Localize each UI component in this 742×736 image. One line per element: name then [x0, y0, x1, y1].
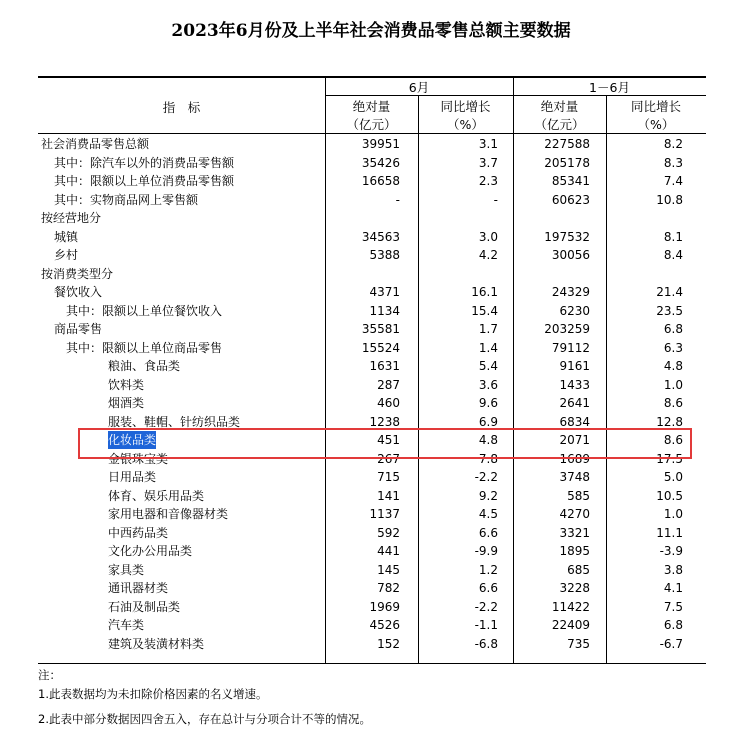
note-line-2: 2.此表中部分数据因四舍五入，存在总计与分项合计不等的情况。	[38, 712, 371, 726]
indicator-header: 指 标	[162, 100, 201, 115]
june-yoy-cell: 4.8	[478, 433, 498, 447]
june-yoy-cell: 1.2	[478, 562, 498, 577]
h1-abs-cell: 60623	[551, 192, 590, 207]
june-yoy-cell: 2.3	[478, 174, 498, 188]
h1-abs-cell: 3228	[559, 581, 590, 595]
column-divider-june	[418, 95, 419, 663]
column-divider-group	[513, 76, 514, 663]
h1-abs-cell: 22409	[551, 618, 590, 632]
june-abs-cell: 1137	[369, 507, 400, 521]
june-abs-header: 绝对量 （亿元）	[346, 99, 397, 132]
h1-yoy-cell: 8.6	[663, 433, 683, 447]
h1-yoy-cell: 8.1	[663, 229, 683, 244]
h1-yoy-header: 同比增长 （%）	[630, 99, 681, 132]
june-yoy-cell: 3.7	[478, 155, 498, 170]
june-group-header: 6月	[408, 80, 430, 95]
h1-abs-cell: 1433	[559, 377, 590, 392]
h1-abs-cell: 4270	[559, 507, 590, 521]
h1-abs-cell: 685	[567, 562, 590, 577]
row-label: 其中：限额以上单位商品零售	[66, 340, 223, 355]
h1-yoy-cell: 21.4	[656, 285, 683, 299]
h1-yoy-cell: 8.2	[663, 137, 683, 151]
h1-abs-cell: 197532	[544, 229, 590, 244]
h1-yoy-cell: 1.0	[663, 377, 683, 392]
h1-abs-cell: 6230	[559, 303, 590, 318]
h1-yoy-cell: 4.1	[663, 581, 683, 595]
june-yoy-cell: 4.5	[478, 507, 498, 521]
june-abs-cell: 145	[377, 562, 400, 577]
row-label: 家用电器和音像器材类	[108, 507, 229, 521]
june-abs-cell: 441	[377, 544, 400, 558]
h1-yoy-cell: 7.5	[663, 599, 683, 614]
h1-abs-cell: 85341	[551, 174, 590, 188]
june-abs-cell: 35426	[361, 155, 400, 170]
h1-yoy-cell: 23.5	[656, 303, 683, 318]
row-label: 其中：限额以上单位餐饮收入	[66, 303, 223, 318]
h1-yoy-cell: 6.3	[663, 340, 683, 355]
h1-yoy-cell: -3.9	[659, 544, 683, 558]
june-abs-cell: 4526	[369, 618, 400, 632]
june-abs-cell: 782	[377, 581, 400, 595]
row-label: 中西药品类	[108, 525, 169, 540]
june-yoy-cell: 7.8	[478, 451, 498, 466]
note-line-1: 1.此表数据均为未扣除价格因素的名义增速。	[38, 687, 268, 701]
row-label: 金银珠宝类	[108, 451, 169, 466]
page-title: 2023年6月份及上半年社会消费品零售总额主要数据	[171, 21, 571, 41]
june-yoy-cell: -	[493, 192, 498, 207]
june-abs-cell: 460	[377, 396, 400, 410]
h1-yoy-cell: 7.4	[663, 174, 683, 188]
table-bottom-rule	[38, 663, 706, 664]
row-label: 其中：限额以上单位消费品零售额	[54, 174, 235, 188]
row-label: 城镇	[54, 229, 79, 244]
june-abs-cell: 39951	[361, 137, 400, 151]
june-abs-cell: 451	[377, 433, 400, 447]
row-label: 通讯器材类	[108, 581, 169, 595]
notes-label: 注：	[38, 668, 61, 682]
june-abs-cell: 287	[377, 377, 400, 392]
h1-abs-cell: 9161	[559, 359, 590, 373]
june-yoy-cell: 16.1	[471, 285, 498, 299]
june-abs-cell: 1631	[369, 359, 400, 373]
h1-yoy-cell: 5.0	[663, 470, 683, 484]
row-label: 服装、鞋帽、针纺织品类	[108, 414, 241, 429]
june-abs-cell: 15524	[361, 340, 400, 355]
row-label: 饮料类	[108, 377, 145, 392]
june-yoy-cell: -1.1	[474, 618, 498, 632]
june-yoy-cell: 1.4	[478, 340, 498, 355]
h1-yoy-cell: -6.7	[659, 636, 683, 651]
june-abs-cell: 4371	[369, 285, 400, 299]
h1-abs-cell: 30056	[551, 248, 590, 262]
h1-yoy-cell: 11.1	[656, 525, 683, 540]
row-label: 按消费类型分	[41, 266, 114, 281]
h1-abs-cell: 24329	[551, 285, 590, 299]
h1-abs-cell: 205178	[544, 155, 590, 170]
row-label: 粮油、食品类	[108, 359, 181, 373]
june-yoy-cell: 1.7	[478, 322, 498, 336]
row-label: 其中：除汽车以外的消费品零售额	[54, 155, 235, 170]
h1-abs-cell: 227588	[544, 137, 590, 151]
row-label: 体育、娱乐用品类	[108, 488, 205, 503]
june-abs-cell: 35581	[361, 322, 400, 336]
june-yoy-cell: 9.6	[478, 396, 498, 410]
june-yoy-cell: 15.4	[471, 303, 498, 318]
june-yoy-cell: 6.9	[478, 414, 498, 429]
june-yoy-cell: 4.2	[478, 248, 498, 262]
h1-yoy-cell: 4.8	[663, 359, 683, 373]
h1-yoy-cell: 6.8	[663, 322, 683, 336]
h1-abs-cell: 79112	[551, 340, 590, 355]
june-abs-cell: 5388	[369, 248, 400, 262]
h1-yoy-cell: 8.4	[663, 248, 683, 262]
june-yoy-cell: 3.0	[478, 229, 498, 244]
june-abs-cell: 141	[377, 488, 400, 503]
june-abs-cell: 152	[377, 636, 400, 651]
h1-yoy-cell: 12.8	[656, 414, 683, 429]
h1-abs-header: 绝对量 （亿元）	[534, 99, 585, 132]
h1-abs-cell: 11422	[551, 599, 590, 614]
h1-abs-cell: 2641	[559, 396, 590, 410]
h1-abs-cell: 1895	[559, 544, 590, 558]
row-label: 文化办公用品类	[108, 544, 193, 558]
h1-abs-cell: 3321	[559, 525, 590, 540]
row-label: 汽车类	[108, 618, 145, 632]
june-abs-cell: 592	[377, 525, 400, 540]
june-yoy-cell: 3.6	[478, 377, 498, 392]
h1-yoy-cell: 3.8	[663, 562, 683, 577]
h1-yoy-cell: 6.8	[663, 618, 683, 632]
h1-yoy-cell: 1.0	[663, 507, 683, 521]
row-label: 家具类	[108, 562, 145, 577]
june-yoy-cell: -2.2	[474, 599, 498, 614]
highlight-box	[78, 428, 692, 459]
row-label: 日用品类	[108, 470, 157, 484]
june-abs-cell: 715	[377, 470, 400, 484]
june-abs-cell: 1238	[369, 414, 400, 429]
june-abs-cell: -	[395, 192, 400, 207]
h1-yoy-cell: 17.5	[656, 451, 683, 466]
h1-abs-cell: 203259	[544, 322, 590, 336]
june-yoy-cell: 9.2	[478, 488, 498, 503]
june-yoy-cell: 3.1	[478, 137, 498, 151]
column-divider-label	[325, 76, 326, 663]
june-yoy-cell: 6.6	[478, 525, 498, 540]
row-label: 石油及制品类	[108, 599, 181, 614]
june-yoy-cell: -6.8	[474, 636, 498, 651]
row-label: 社会消费品零售总额	[41, 137, 150, 151]
june-yoy-cell: -9.9	[474, 544, 498, 558]
h1-abs-cell: 1689	[559, 451, 590, 466]
row-label: 商品零售	[54, 322, 103, 336]
june-abs-cell: 16658	[361, 174, 400, 188]
row-label: 化妆品类	[108, 433, 157, 447]
june-yoy-cell: 5.4	[478, 359, 498, 373]
column-divider-h1	[606, 95, 607, 663]
row-label: 乡村	[54, 248, 79, 262]
h1-yoy-cell: 8.6	[663, 396, 683, 410]
row-label: 烟酒类	[108, 396, 145, 410]
row-label: 按经营地分	[41, 211, 102, 225]
june-yoy-cell: -2.2	[474, 470, 498, 484]
june-abs-cell: 34563	[361, 229, 400, 244]
h1-yoy-cell: 10.5	[656, 488, 683, 503]
h1-abs-cell: 585	[567, 488, 590, 503]
h1-abs-cell: 2071	[559, 433, 590, 447]
june-abs-cell: 1969	[369, 599, 400, 614]
row-label: 餐饮收入	[54, 285, 103, 299]
june-abs-cell: 267	[377, 451, 400, 466]
h1-abs-cell: 6834	[559, 414, 590, 429]
june-yoy-header: 同比增长 （%）	[440, 99, 491, 132]
h1-abs-cell: 3748	[559, 470, 590, 484]
h1-group-header: 1－6月	[589, 80, 630, 95]
h1-abs-cell: 735	[567, 636, 590, 651]
row-label: 建筑及装潢材料类	[108, 636, 205, 651]
row-label: 其中：实物商品网上零售额	[54, 192, 199, 207]
june-yoy-cell: 6.6	[478, 581, 498, 595]
june-abs-cell: 1134	[369, 303, 400, 318]
h1-yoy-cell: 10.8	[656, 192, 683, 207]
h1-yoy-cell: 8.3	[663, 155, 683, 170]
